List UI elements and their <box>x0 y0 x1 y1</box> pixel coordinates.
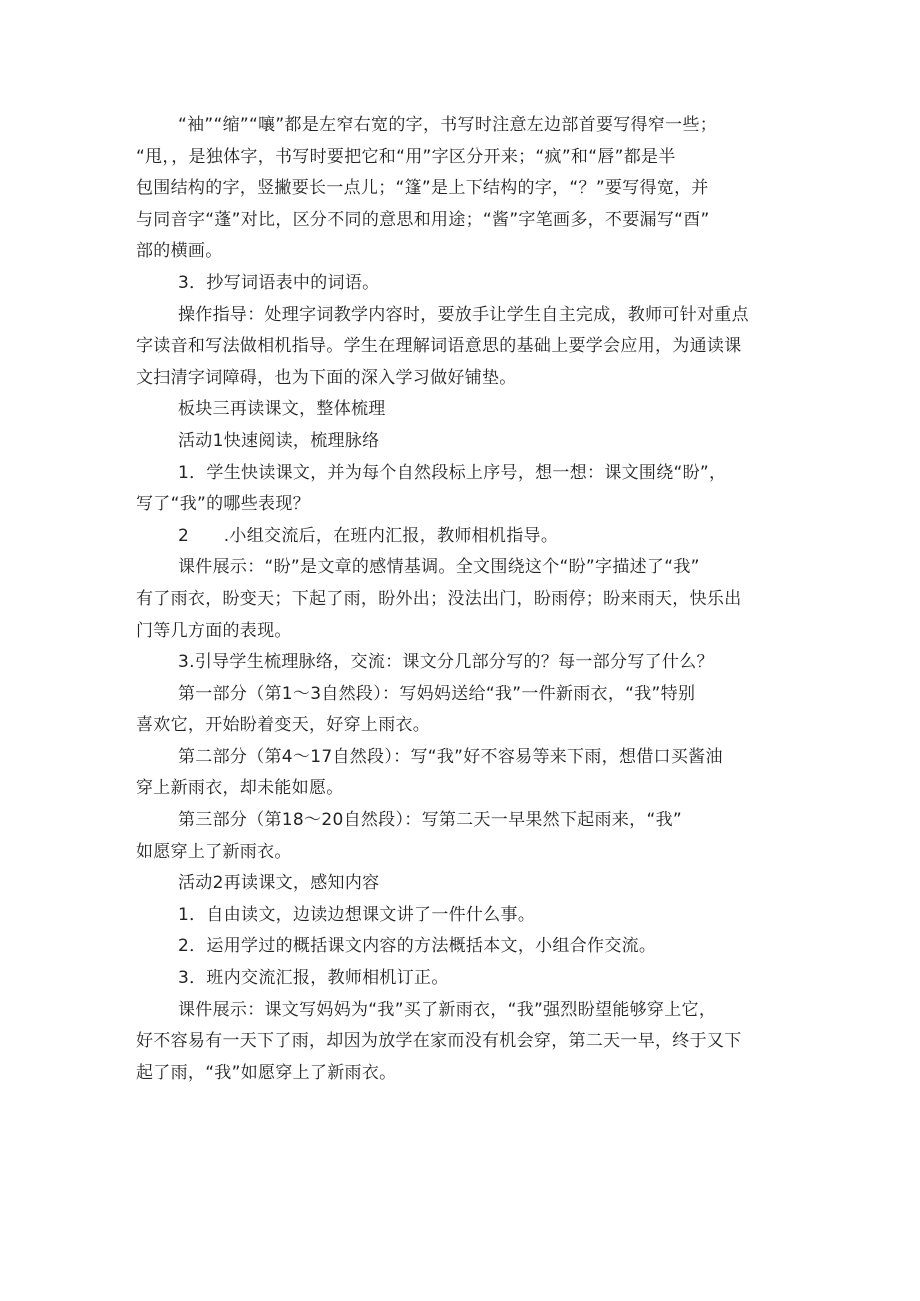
activity-heading: 活动1快速阅读，梳理脉络 <box>178 430 380 451</box>
text-line: 1．自由读文，边读边想课文讲了一件什么事。 <box>178 904 536 925</box>
text-line: 如愿穿上了新雨衣。 <box>136 841 292 862</box>
text-line: 门等几方面的表现。 <box>136 620 292 641</box>
document-body <box>136 110 796 1089</box>
text-line: 第二部分（第4〜17自然段）：写“我”好不容易等来下雨，想借口买酱油 <box>178 746 723 767</box>
activity-heading: 活动2再读课文，感知内容 <box>178 873 380 894</box>
text-line: 喜欢它，开始盼着变天，好穿上雨衣。 <box>136 715 431 736</box>
text-line: 字读音和写法做相机指导。学生在理解词语意思的基础上要学会应用，为通读课 <box>136 336 742 357</box>
text-line: 起了雨，“我”如愿穿上了新雨衣。 <box>136 1062 397 1083</box>
text-line: 操作指导：处理字词教学内容时，要放手让学生自主完成，教师可针对重点 <box>178 304 749 325</box>
text-line: 包围结构的字，竖撇要长一点儿；“篷”是上下结构的字，“？”要写得宽，并 <box>136 178 709 199</box>
text-line: 第三部分（第18〜20自然段）：写第二天一早果然下起雨来，“我” <box>178 810 682 831</box>
text-line: “甩，，是独体字，书写时要把它和“用”字区分开来；“疯”和“唇”都是半 <box>136 146 676 167</box>
text-line: 2 .小组交流后，在班内汇报，教师相机指导。 <box>178 525 559 546</box>
text-line: 3．班内交流汇报，教师相机订正。 <box>178 968 449 989</box>
text-line: 课件展示：“盼”是文章的感情基调。全文围绕这个“盼”字描述了“我” <box>178 557 700 578</box>
text-line: 有了雨衣，盼变天；下起了雨，盼外出；没法出门，盼雨停；盼来雨天，快乐出 <box>136 588 742 609</box>
text-line: 文扫清字词障碍，也为下面的深入学习做好铺垫。 <box>136 367 517 388</box>
text-line: “袖”“缩”“嚷”都是左窄右宽的字，书写时注意左边部首要写得窄一些； <box>178 115 718 135</box>
text-line: 与同音字“蓬”对比，区分不同的意思和用途；“酱”字笔画多，不要漏写“酉” <box>136 209 710 230</box>
text-line: 好不容易有一天下了雨，却因为放学在家而没有机会穿，第二天一早，终于又下 <box>136 1031 742 1052</box>
text-line: 1．学生快读课文，并为每个自然段标上序号，想一想：课文围绕“盼”， <box>178 462 727 483</box>
text-line: 部的横画。 <box>136 241 223 262</box>
text-line: 课件展示：课文写妈妈为“我”买了新雨衣，“我”强烈盼望能够穿上它， <box>178 999 717 1020</box>
text-line: 穿上新雨衣，却未能如愿。 <box>136 778 344 799</box>
section-heading: 板块三再读课文，整体梳理 <box>178 399 386 420</box>
text-line: 写了“我”的哪些表现？ <box>136 494 310 515</box>
text-line: 3．抄写词语表中的词语。 <box>178 272 380 293</box>
text-line: 3.引导学生梳理脉络，交流：课文分几部分写的？每一部分写了什么？ <box>178 652 714 673</box>
text-block <box>136 110 796 1089</box>
text-line: 第一部分（第1〜3自然段）：写妈妈送给“我”一件新雨衣，“我”特别 <box>178 683 696 704</box>
text-line: 2．运用学过的概括课文内容的方法概括本文，小组合作交流。 <box>178 936 657 957</box>
